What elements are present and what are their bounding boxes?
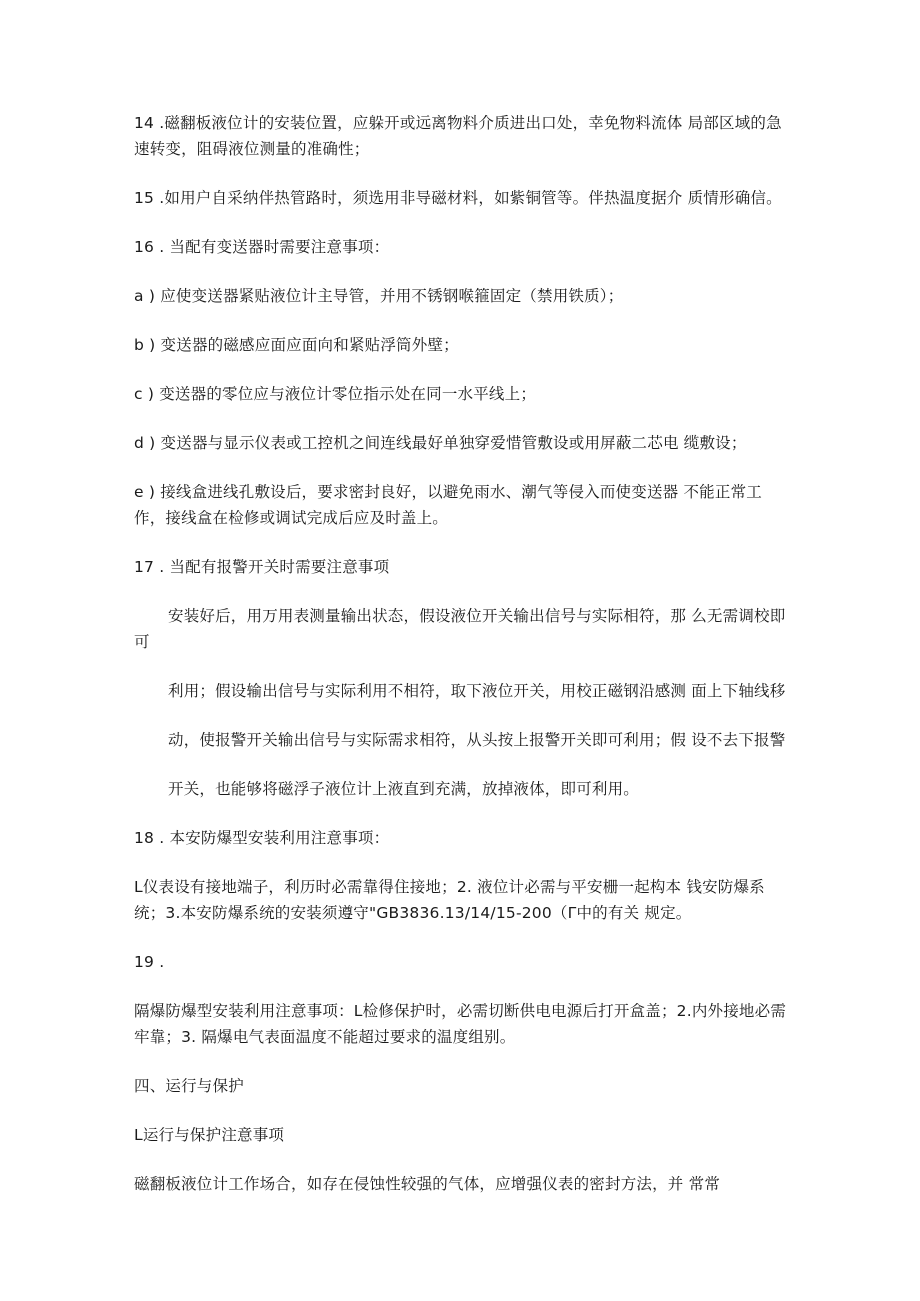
list-item-e: e ) 接线盒进线孔敷设后，要求密封良好，以避免雨水、潮气等侵入而使变送器 不能正常工作，接线盒在检修或调试完成后应及时盖上。 [134,483,762,527]
paragraph-17-line-2: 利用；假设输出信号与实际利用不相符，取下液位开关，用校正磁钢沿感测 面上下轴线移 [168,682,786,700]
paragraph-19-body: 隔爆防爆型安装利用注意事项：L检修保护时，必需切断供电电源后打开盒盖；2.内外接地必需牢靠；3. 隔爆电气表面温度不能超过要求的温度组别。 [134,1002,787,1046]
paragraph-17-line-3: 动，使报警开关输出信号与实际需求相符，从头按上报警开关即可利用；假 设不去下报警 [168,731,786,749]
paragraph-18-body: L仪表设有接地端子，利历时必需靠得住接地；2. 液位计必需与平安栅一起构本 钱安防爆系统；3.本安防爆系统的安装须遵守"GB3836.13/14/15-200（Γ中的有关 规定。 [134,878,765,922]
paragraph-19-heading: 19 . [134,953,165,971]
paragraph-14: 14 .磁翻板液位计的安装位置，应躲开或远离物料介质进出口处，幸免物料流体 局部区域的急速转变，阻碍液位测量的准确性； [134,114,782,158]
list-item-d: d ) 变送器与显示仪表或工控机之间连线最好单独穿爱惜管敷设或用屏蔽二芯电 缆敷设； [134,434,747,452]
document-body [134,110,789,1220]
paragraph-17-line-1: 安装好后，用万用表测量输出状态，假设液位开关输出信号与实际相符，那 么无需调校即可 [134,607,786,651]
list-item-c: c ) 变送器的零位应与液位计零位指示处在同一水平线上； [134,385,537,403]
list-item-b: b ) 变送器的磁感应面应面向和紧贴浮筒外壁； [134,336,459,354]
paragraph-16-heading: 16 . 当配有变送器时需要注意事项： [134,238,390,256]
list-item-a: a ) 应使变送器紧贴液位计主导管，并用不锈钢喉箍固定（禁用铁质）； [134,287,624,305]
subsection-1-body: 磁翻板液位计工作场合，如存在侵蚀性较强的气体，应增强仪表的密封方法，并 常常 [134,1175,721,1193]
paragraph-17-line-4: 开关，也能够将磁浮子液位计上液直到充满，放掉液体，即可利用。 [168,780,640,798]
paragraph-17-heading: 17 . 当配有报警开关时需要注意事项 [134,558,390,576]
subsection-1-heading: L运行与保护注意事项 [134,1126,285,1144]
paragraph-18-heading: 18 . 本安防爆型安装利用注意事项： [134,829,390,847]
section-4-heading: 四、运行与保护 [134,1077,244,1095]
paragraph-15: 15 .如用户自采纳伴热管路时，须选用非导磁材料，如紫铜管等。伴热温度据介 质情形确信。 [134,189,782,207]
